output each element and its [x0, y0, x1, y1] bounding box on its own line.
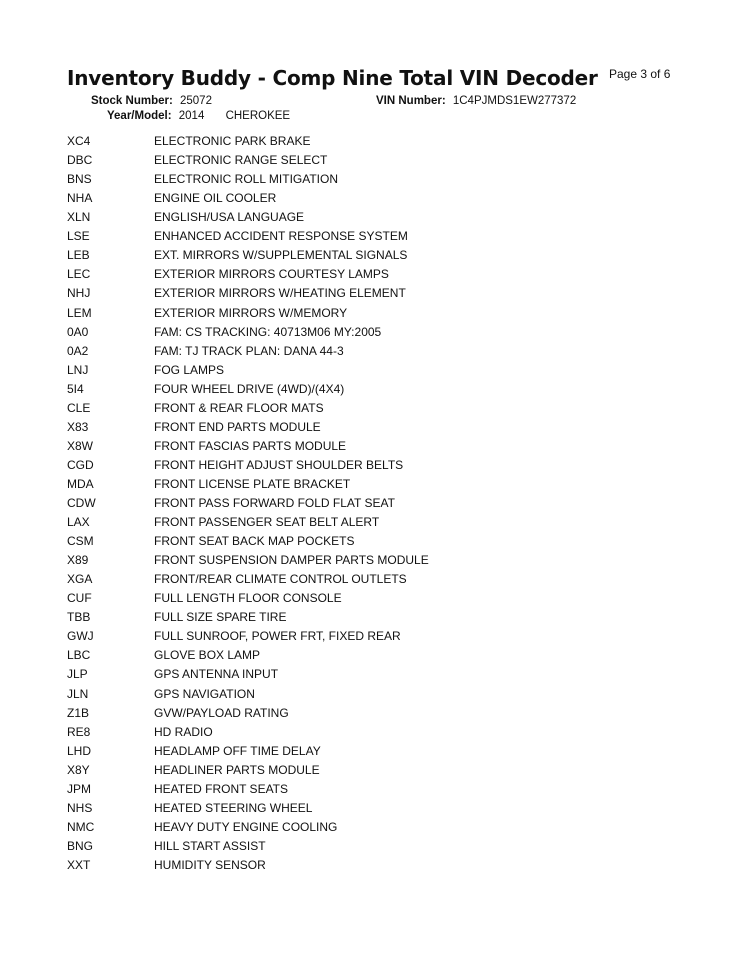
list-item [0, 382, 742, 401]
option-description: HEATED FRONT SEATS [154, 781, 289, 796]
option-description: HEADLAMP OFF TIME DELAY [154, 743, 321, 758]
vin-number [376, 95, 576, 107]
list-item [0, 820, 742, 839]
option-description: FRONT & REAR FLOOR MATS [154, 400, 324, 415]
page-title: Inventory Buddy - Comp Nine Total VIN Decoder [67, 66, 598, 90]
option-code: CDW [67, 495, 96, 510]
option-code: CSM [67, 534, 94, 548]
list-item [0, 629, 742, 648]
option-code: NMC [67, 819, 95, 834]
list-item [0, 401, 742, 420]
option-code: CGD [67, 457, 94, 472]
vin-number-value: 1C4PJMDS1EW277372 [452, 95, 577, 107]
list-item [0, 763, 742, 782]
option-code: XLN [67, 210, 91, 225]
option-description: ENGINE OIL COOLER [154, 191, 277, 206]
option-description: FRONT PASS FORWARD FOLD FLAT SEAT [154, 495, 395, 510]
option-description: FRONT/REAR CLIMATE CONTROL OUTLETS [154, 572, 407, 587]
stock-number-label: Stock Number: [91, 95, 173, 107]
option-code: NHJ [67, 286, 91, 301]
list-item [0, 687, 742, 706]
year-value: 2014 [178, 110, 205, 122]
list-item [0, 306, 742, 325]
option-code: BNS [67, 172, 92, 187]
option-code: NHS [67, 800, 93, 815]
option-code: LAX [67, 515, 90, 529]
option-code: LEB [67, 248, 90, 263]
option-description: GPS ANTENNA INPUT [154, 667, 279, 682]
option-code: JLP [67, 667, 88, 682]
option-code: BNG [67, 838, 94, 853]
option-description: EXTERIOR MIRRORS W/HEATING ELEMENT [154, 286, 406, 301]
option-description: FRONT END PARTS MODULE [154, 419, 321, 434]
year-model [107, 110, 290, 122]
option-description: GVW/PAYLOAD RATING [154, 705, 289, 720]
list-item [0, 667, 742, 686]
list-item [0, 134, 742, 153]
list-item [0, 153, 742, 172]
option-code: X8Y [67, 762, 90, 777]
option-description: ENHANCED ACCIDENT RESPONSE SYSTEM [154, 229, 408, 244]
option-description: FULL SIZE SPARE TIRE [154, 610, 287, 625]
year-model-label: Year/Model: [107, 110, 172, 122]
option-code: LBC [67, 648, 91, 663]
list-item [0, 591, 742, 610]
list-item [0, 420, 742, 439]
option-code: LNJ [67, 362, 89, 377]
list-item [0, 534, 742, 553]
option-description: EXT. MIRRORS W/SUPPLEMENTAL SIGNALS [154, 248, 408, 263]
list-item [0, 439, 742, 458]
list-item [0, 572, 742, 591]
list-item [0, 363, 742, 382]
list-item [0, 229, 742, 248]
option-code: JPM [67, 781, 91, 796]
list-item [0, 267, 742, 286]
list-item [0, 706, 742, 725]
list-item [0, 248, 742, 267]
option-description: HEAVY DUTY ENGINE COOLING [154, 819, 338, 834]
option-code: Z1B [67, 705, 90, 720]
option-code: XXT [67, 857, 91, 872]
list-item [0, 344, 742, 363]
option-description: HUMIDITY SENSOR [154, 857, 266, 872]
option-code: LSE [67, 229, 90, 244]
option-description: GLOVE BOX LAMP [154, 648, 261, 663]
option-code: 0A0 [67, 324, 89, 339]
list-item [0, 458, 742, 477]
option-description: FRONT HEIGHT ADJUST SHOULDER BELTS [154, 457, 404, 472]
list-item [0, 172, 742, 191]
option-code: XC4 [67, 134, 91, 148]
page-number: Page 3 of 6 [609, 67, 671, 81]
option-code: 0A2 [67, 343, 89, 358]
option-description: FRONT FASCIAS PARTS MODULE [154, 438, 347, 453]
option-description: ELECTRONIC RANGE SELECT [154, 153, 328, 168]
option-code: TBB [67, 610, 91, 625]
list-item [0, 496, 742, 515]
option-code: NHA [67, 191, 93, 206]
option-description: FOUR WHEEL DRIVE (4WD)/(4X4) [154, 381, 345, 396]
stock-number-value: 25072 [180, 95, 212, 107]
option-description: ENGLISH/USA LANGUAGE [154, 210, 305, 225]
list-item [0, 610, 742, 629]
option-code: LEC [67, 267, 91, 282]
list-item [0, 839, 742, 858]
list-item [0, 553, 742, 572]
option-description: HD RADIO [154, 724, 213, 739]
option-description: FAM: CS TRACKING: 40713M06 MY:2005 [154, 324, 382, 339]
option-code: JLN [67, 686, 89, 701]
list-item [0, 744, 742, 763]
option-code: X89 [67, 553, 89, 568]
option-code: LHD [67, 743, 92, 758]
option-code: DBC [67, 153, 93, 168]
list-item [0, 858, 742, 877]
option-description: EXTERIOR MIRRORS W/MEMORY [154, 305, 348, 320]
list-item [0, 648, 742, 667]
list-item [0, 801, 742, 820]
option-description: FULL LENGTH FLOOR CONSOLE [154, 591, 342, 606]
option-description: FRONT SEAT BACK MAP POCKETS [154, 534, 355, 548]
option-code: CLE [67, 400, 91, 415]
option-code: X83 [67, 419, 89, 434]
option-description: FOG LAMPS [154, 362, 225, 377]
option-code: 5I4 [67, 381, 84, 396]
option-description: HEATED STEERING WHEEL [154, 800, 313, 815]
option-description: FRONT LICENSE PLATE BRACKET [154, 476, 351, 491]
vin-number-label: VIN Number: [376, 95, 446, 107]
option-code: X8W [67, 438, 94, 453]
list-item [0, 477, 742, 496]
option-description: FRONT PASSENGER SEAT BELT ALERT [154, 515, 380, 529]
option-description: ELECTRONIC PARK BRAKE [154, 134, 311, 148]
model-value: CHEROKEE [225, 110, 291, 122]
list-item [0, 191, 742, 210]
option-code: RE8 [67, 724, 91, 739]
option-description: EXTERIOR MIRRORS COURTESY LAMPS [154, 267, 389, 282]
option-description: FAM: TJ TRACK PLAN: DANA 44-3 [154, 343, 344, 358]
option-code: CUF [67, 591, 92, 606]
stock-number [91, 95, 212, 107]
option-code: GWJ [67, 629, 94, 644]
option-code: XGA [67, 572, 93, 587]
option-description: FRONT SUSPENSION DAMPER PARTS MODULE [154, 553, 429, 568]
list-item [0, 725, 742, 744]
option-code: MDA [67, 476, 94, 491]
list-item [0, 325, 742, 344]
option-description: HEADLINER PARTS MODULE [154, 762, 320, 777]
list-item [0, 515, 742, 534]
option-description: ELECTRONIC ROLL MITIGATION [154, 172, 339, 187]
option-description: HILL START ASSIST [154, 838, 266, 853]
list-item [0, 210, 742, 229]
option-code: LEM [67, 305, 92, 320]
option-description: GPS NAVIGATION [154, 686, 255, 701]
list-item [0, 782, 742, 801]
option-description: FULL SUNROOF, POWER FRT, FIXED REAR [154, 629, 401, 644]
list-item [0, 286, 742, 305]
